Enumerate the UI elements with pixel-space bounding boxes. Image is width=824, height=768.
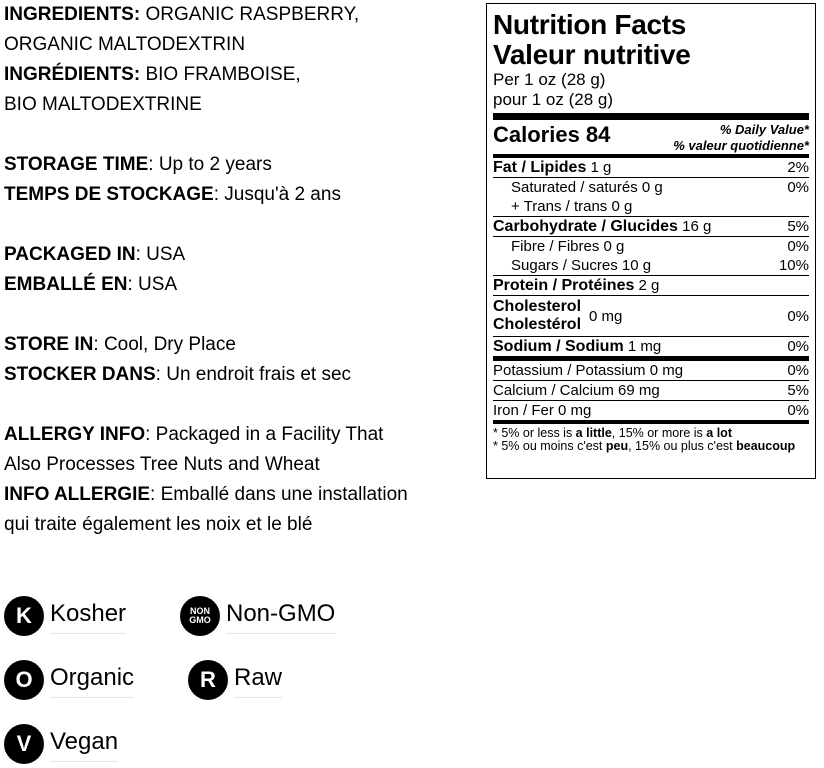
nutrient-row-fibre <box>493 237 809 256</box>
nutrient-name: Calcium / Calcium 69 mg <box>493 382 660 399</box>
daily-value-fr: % valeur quotidienne* <box>673 138 809 153</box>
nutrient-row-potassium <box>493 361 809 381</box>
store-fr-label: STOCKER DANS <box>4 364 156 385</box>
nutrient-name: Saturated / saturés 0 g <box>511 179 663 196</box>
nutrient-dv: 2% <box>787 159 809 176</box>
kosher-badge <box>4 596 126 636</box>
footnote-fr-text-2: , 15% ou plus c'est <box>628 439 737 453</box>
nutrient-row-cholesterol <box>493 296 809 337</box>
store-line <box>4 330 474 360</box>
nutrient-name: Sodium / Sodium <box>493 338 624 355</box>
allergy-fr-value-2: qui traite également les noix et le blé <box>4 514 313 535</box>
nutrient-dv: 5% <box>787 218 809 235</box>
nutrient-name: Iron / Fer 0 mg <box>493 402 592 419</box>
cholesterol-name-fr: Cholestérol <box>493 316 582 333</box>
nutrient-row-sodium <box>493 337 809 357</box>
packaged-value: : USA <box>135 244 186 265</box>
raw-badge <box>188 660 282 700</box>
store-value: : Cool, Dry Place <box>93 334 236 355</box>
footnote-en-little: a little <box>575 426 612 440</box>
ingredients-fr-value: BIO FRAMBOISE, <box>140 64 301 85</box>
calories: Calories 84 <box>493 122 611 147</box>
nutrient-amount: 1 g <box>586 159 612 176</box>
nutrient-row-trans <box>493 197 809 217</box>
allergy-fr-value: : Emballé dans une installation <box>150 484 408 505</box>
footnote-en-lot: a lot <box>706 426 732 440</box>
nutrient-name: Fibre / Fibres 0 g <box>511 238 625 255</box>
organic-badge <box>4 660 134 700</box>
packaged-label: PACKAGED IN <box>4 244 136 265</box>
ingredients-line <box>4 0 474 30</box>
serving-size-fr: pour 1 oz (28 g) <box>493 90 614 109</box>
cholesterol-name <box>493 298 581 334</box>
allergy-fr-label: INFO ALLERGIE <box>4 484 151 505</box>
nutrition-title-fr: Valeur nutritive <box>493 39 691 70</box>
allergy-label: ALLERGY INFO <box>4 424 146 445</box>
footnote-en-text-1: * 5% or less is <box>493 426 576 440</box>
daily-value-header <box>673 122 809 154</box>
kosher-icon: K <box>4 596 44 636</box>
nutrient-name: + Trans / trans 0 g <box>511 198 633 215</box>
footnote-fr-text-1: * 5% ou moins c'est <box>493 439 606 453</box>
allergy-line-2 <box>4 450 474 480</box>
packaged-fr-value: : USA <box>127 274 178 295</box>
nutrient-name: Carbohydrate / Glucides <box>493 218 678 235</box>
footnote-fr-peu: peu <box>605 439 629 453</box>
vegan-badge <box>4 724 118 764</box>
allergy-value-2: Also Processes Tree Nuts and Wheat <box>4 454 320 475</box>
cholesterol-name-en: Cholesterol <box>493 298 582 315</box>
non-gmo-label: Non-GMO <box>226 599 335 634</box>
nutrient-name: Sugars / Sucres 10 g <box>511 257 652 274</box>
nutrient-row-fat <box>493 158 809 178</box>
packaged-fr-label: EMBALLÉ EN <box>4 274 128 295</box>
store-fr-line <box>4 360 474 390</box>
non-gmo-icon-text-1: NON <box>190 606 210 616</box>
nutrient-row-saturated <box>493 178 809 197</box>
packaged-line <box>4 240 474 270</box>
ingredients-value: ORGANIC RASPBERRY, <box>140 4 360 25</box>
vegan-icon: V <box>4 724 44 764</box>
footnote-en-text-2: , 15% or more is <box>611 426 707 440</box>
organic-icon: O <box>4 660 44 700</box>
nutrient-name: Fat / Lipides <box>493 159 587 176</box>
nutrient-row-protein <box>493 276 809 296</box>
store-fr-value: : Un endroit frais et sec <box>155 364 352 385</box>
non-gmo-badge <box>180 596 335 636</box>
storage-time-fr-value: : Jusqu'à 2 ans <box>213 184 341 205</box>
nutrient-row-calcium <box>493 381 809 401</box>
nutrient-row-sugars <box>493 256 809 276</box>
raw-label: Raw <box>234 663 282 698</box>
daily-value-en: % Daily Value* <box>719 122 809 137</box>
ingredients-fr-value-2: BIO MALTODEXTRINE <box>4 94 202 115</box>
storage-time-line <box>4 150 474 180</box>
nutrient-dv: 0% <box>787 307 809 325</box>
nutrition-footnote <box>493 424 809 453</box>
storage-time-label: STORAGE TIME <box>4 154 149 175</box>
product-info <box>4 0 474 540</box>
packaged-fr-line <box>4 270 474 300</box>
nutrient-dv: 10% <box>778 257 809 274</box>
allergy-value: : Packaged in a Facility That <box>145 424 384 445</box>
nutrition-title-en: Nutrition Facts <box>493 9 687 40</box>
store-label: STORE IN <box>4 334 94 355</box>
nutrient-amount: 16 g <box>677 218 712 235</box>
footnote-fr <box>493 440 809 453</box>
nutrient-amount: 1 mg <box>623 338 662 355</box>
storage-time-fr-label: TEMPS DE STOCKAGE <box>4 184 214 205</box>
ingredients-fr-label: INGRÉDIENTS: <box>4 64 141 85</box>
nutrient-dv: 0% <box>787 238 809 255</box>
serving-size-en: Per 1 oz (28 g) <box>493 70 606 89</box>
nutrient-dv: 5% <box>787 382 809 399</box>
kosher-label: Kosher <box>50 599 126 634</box>
calories-row <box>493 120 809 154</box>
ingredients-value-2: ORGANIC MALTODEXTRIN <box>4 34 246 55</box>
ingredients-label: INGREDIENTS: <box>4 4 141 25</box>
nutrient-row-iron <box>493 401 809 420</box>
non-gmo-icon <box>180 596 220 636</box>
allergy-line <box>4 420 474 450</box>
allergy-fr-line-2 <box>4 510 474 540</box>
ingredients-line-2 <box>4 30 474 60</box>
raw-icon: R <box>188 660 228 700</box>
ingredients-fr-line-2 <box>4 90 474 120</box>
nutrient-dv: 0% <box>787 179 809 196</box>
vegan-label: Vegan <box>50 727 118 762</box>
nutrient-row-carbohydrate <box>493 217 809 237</box>
nutrient-amount: 0 mg <box>589 307 623 325</box>
footnote-fr-beaucoup: beaucoup <box>736 439 796 453</box>
non-gmo-icon-text-2: GMO <box>189 615 211 625</box>
nutrient-name: Protein / Protéines <box>493 277 635 294</box>
storage-time-fr-line <box>4 180 474 210</box>
nutrient-dv: 0% <box>787 402 809 419</box>
storage-time-value: : Up to 2 years <box>148 154 272 175</box>
nutrient-dv: 0% <box>787 338 809 355</box>
nutrient-dv: 0% <box>787 362 809 379</box>
organic-label: Organic <box>50 663 134 698</box>
ingredients-fr-line <box>4 60 474 90</box>
nutrient-name: Potassium / Potassium 0 mg <box>493 362 684 379</box>
nutrition-facts-table <box>486 3 816 479</box>
nutrient-amount: 2 g <box>634 277 660 294</box>
allergy-fr-line <box>4 480 474 510</box>
